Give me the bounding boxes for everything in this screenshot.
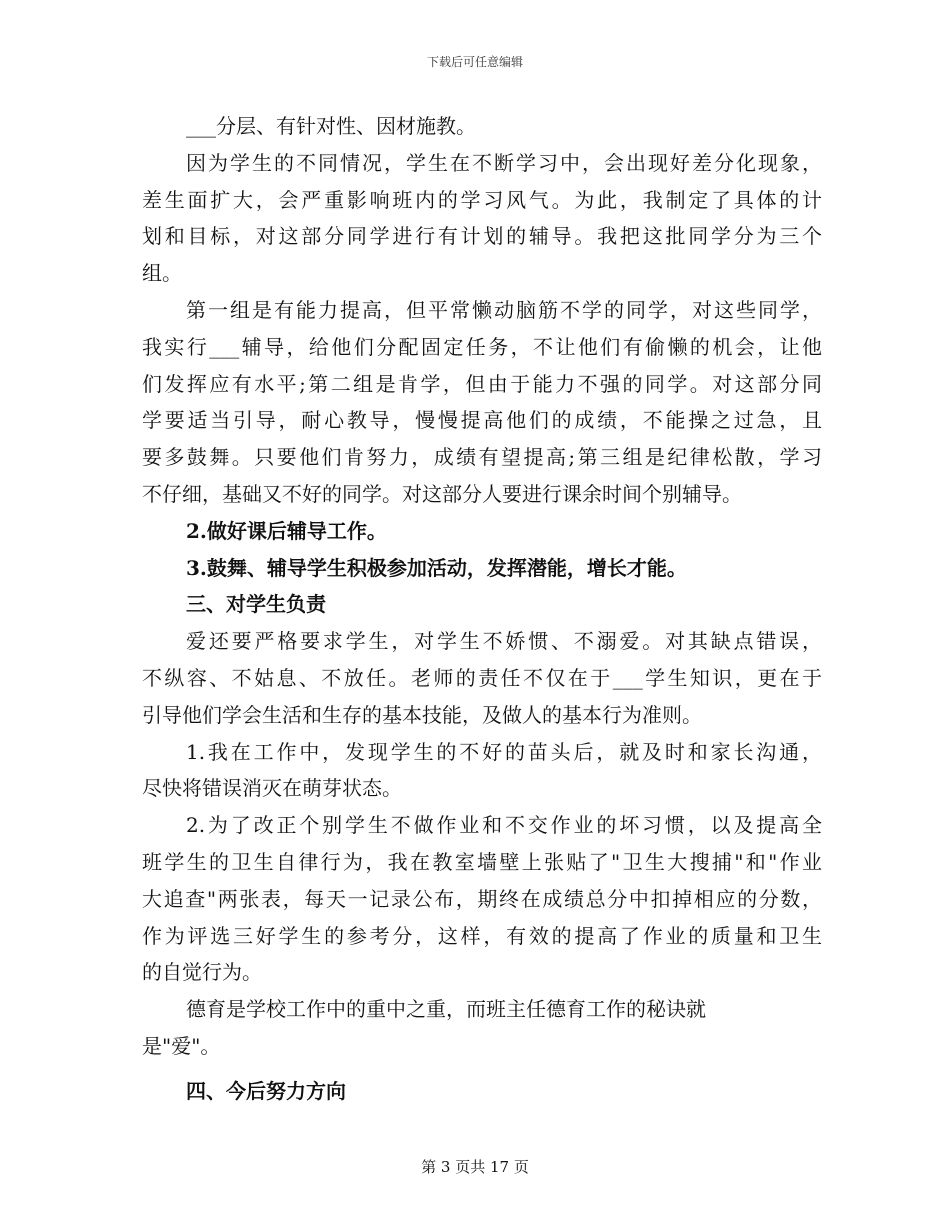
text-line: 1.我在工作中，发现学生的不好的苗头后，就及时和家长沟通， bbox=[186, 739, 822, 764]
text-line: 班学生的卫生自律行为，我在教室墙壁上张贴了"卫生大搜捕"和"作业 bbox=[142, 849, 822, 874]
text-line: 们发挥应有水平;第二组是肯学，但由于能力不强的同学。对这部分同 bbox=[142, 371, 822, 396]
text-line: 尽快将错误消灭在萌芽状态。 bbox=[142, 776, 402, 801]
text-line: ___分层、有针对性、因材施教。 bbox=[186, 114, 476, 138]
document-body bbox=[142, 108, 822, 1110]
text-line: 我实行___辅导，给他们分配固定任务，不让他们有偷懒的机会，让他 bbox=[142, 334, 822, 359]
text-line: 作为评选三好学生的参考分，这样，有效的提高了作业的质量和卫生 bbox=[142, 923, 822, 948]
text-line: 爱还要严格要求学生，对学生不娇惯、不溺爱。对其缺点错误， bbox=[186, 629, 822, 654]
text-line: 德育是学校工作中的重中之重，而班主任德育工作的秘诀就 bbox=[186, 997, 706, 1022]
list-heading: 3.鼓舞、辅导学生积极参加活动，发挥潜能，增长才能。 bbox=[186, 555, 687, 580]
text-line: 2.为了改正个别学生不做作业和不交作业的坏习惯，以及提高全 bbox=[186, 813, 822, 838]
page-number: 第 3 页共 17 页 bbox=[421, 1158, 529, 1176]
text-line: 差生面扩大，会严重影响班内的学习风气。为此，我制定了具体的计 bbox=[142, 187, 822, 212]
text-line: 的自觉行为。 bbox=[142, 960, 262, 985]
text-line: 划和目标，对这部分同学进行有计划的辅导。我把这批同学分为三个 bbox=[142, 224, 822, 249]
text-line: 不纵容、不姑息、不放任。老师的责任不仅在于___学生知识，更在于 bbox=[142, 665, 822, 690]
text-line: 大追查"两张表，每天一记录公布，期终在成绩总分中扣掉相应的分数， bbox=[142, 886, 822, 911]
section-heading: 四、今后努力方向 bbox=[186, 1078, 346, 1103]
text-line: 引导他们学会生活和生存的基本技能，及做人的基本行为准则。 bbox=[142, 702, 702, 727]
text-line: 不仔细，基础又不好的同学。对这部分人要进行课余时间个别辅导。 bbox=[142, 481, 742, 506]
text-line: 因为学生的不同情况，学生在不断学习中，会出现好差分化现象， bbox=[186, 150, 822, 175]
page-header: 下载后可任意编辑 bbox=[426, 55, 523, 69]
text-line: 是"爱"。 bbox=[142, 1033, 221, 1058]
text-line: 第一组是有能力提高，但平常懒动脑筋不学的同学，对这些同学， bbox=[186, 297, 822, 322]
text-line: 组。 bbox=[142, 261, 182, 286]
section-heading: 三、对学生负责 bbox=[186, 592, 326, 617]
text-line: 学要适当引导，耐心教导，慢慢提高他们的成绩，不能操之过急，且 bbox=[142, 408, 822, 433]
list-heading: 2.做好课后辅导工作。 bbox=[186, 518, 387, 543]
text-line: 要多鼓舞。只要他们肯努力，成绩有望提高;第三组是纪律松散，学习 bbox=[142, 445, 822, 470]
